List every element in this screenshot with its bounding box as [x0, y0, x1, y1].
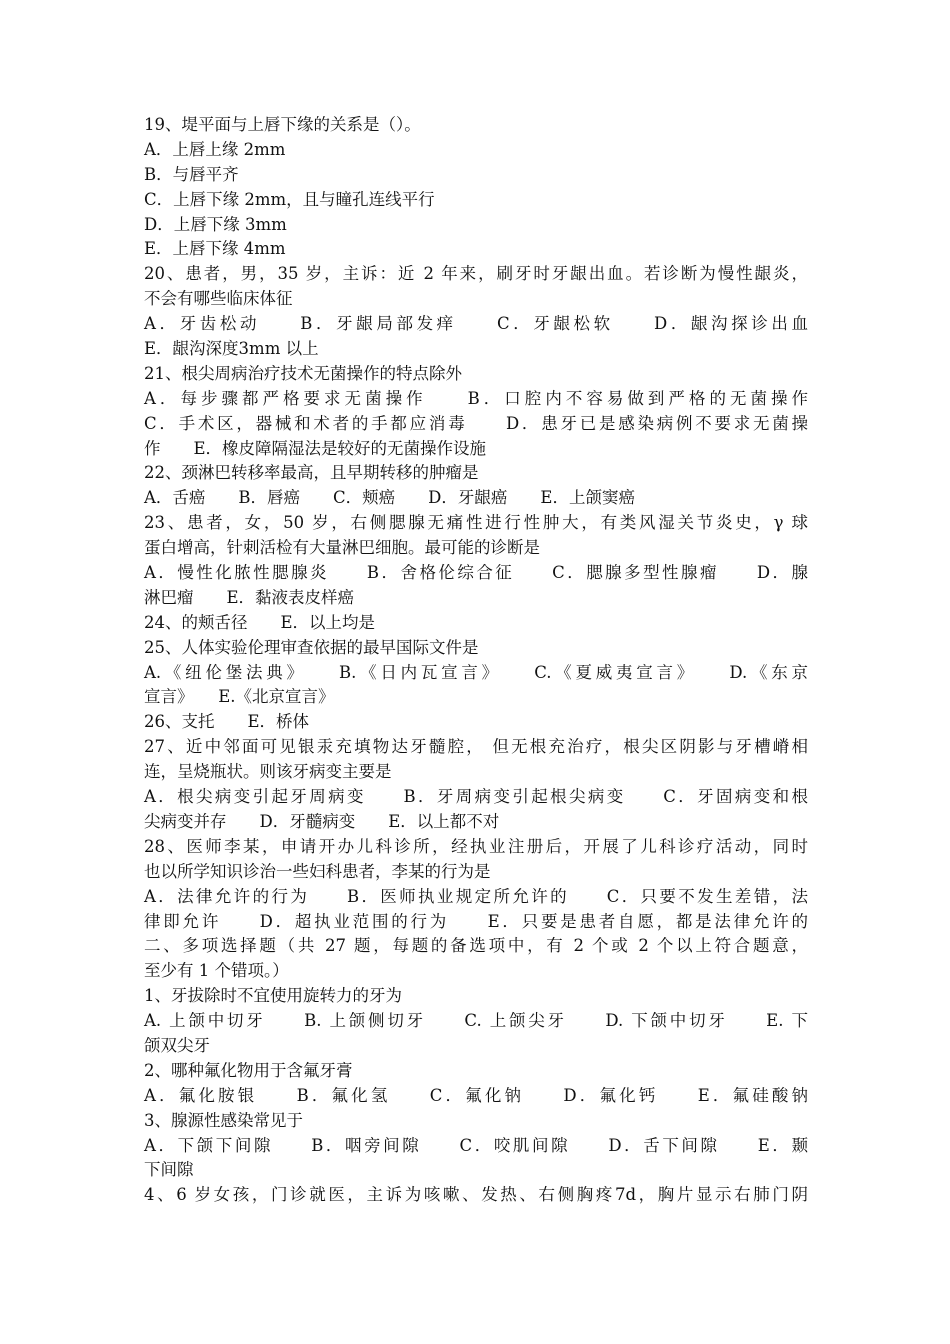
text-line: A．上唇上缘 2mm: [144, 139, 286, 159]
text-line: A．根尖病变引起牙周病变 B．牙周病变引起根尖病变 C．牙固病变和根: [144, 787, 808, 807]
text-line: E．上唇下缘 4mm: [144, 239, 286, 259]
text-line: 尖病变并存 D．牙髓病变 E．以上都不对: [144, 811, 500, 831]
text-line: 二、多项选择题（共 27 题，每题的备选项中，有 2 个或 2 个以上符合题意，: [144, 936, 808, 956]
text-line: 20、患者，男，35 岁，主诉：近 2 年来，刷牙时牙龈出血。若诊断为慢性龈炎，: [144, 264, 808, 284]
text-line: 蛋白增高，针刺活检有大量淋巴细胞。最可能的诊断是: [144, 538, 540, 558]
text-line: 宣言》 E.《北京宣言》: [144, 687, 335, 707]
text-line: A．法律允许的行为 B．医师执业规定所允许的 C．只要不发生差错，法: [144, 886, 808, 906]
text-line: B．与唇平齐: [144, 164, 239, 184]
text-line: 连，呈烧瓶状。则该牙病变主要是: [144, 762, 392, 782]
text-line: 4、6 岁女孩，门诊就医，主诉为咳嗽、发热、右侧胸疼7d，胸片显示右肺门阴: [144, 1185, 808, 1205]
text-line: 21、根尖周病治疗技术无菌操作的特点除外: [144, 363, 462, 383]
text-line: 律即允许 D．超执业范围的行为 E．只要是患者自愿，都是法律允许的: [144, 911, 808, 931]
text-line: A.《纽伦堡法典》 B.《日内瓦宣言》 C.《夏威夷宣言》 D.《东京: [144, 662, 808, 682]
text-line: A．每步骤都严格要求无菌操作 B．口腔内不容易做到严格的无菌操作: [144, 388, 808, 408]
text-line: 1、牙拔除时不宜使用旋转力的牙为: [144, 986, 402, 1006]
text-line: C．手术区，器械和术者的手都应消毒 D．患牙已是感染病例不要求无菌操: [144, 413, 808, 433]
text-line: 也以所学知识诊治一些妇科患者，李某的行为是: [144, 861, 491, 881]
text-line: 19、堤平面与上唇下缘的关系是（）。: [144, 115, 421, 134]
text-line: 作 E．橡皮障隔湿法是较好的无菌操作设施: [144, 438, 487, 458]
text-line: A．氟化胺银 B．氟化氢 C．氟化钠 D．氟化钙 E．氟硅酸钠: [144, 1085, 808, 1105]
text-line: 27、近中邻面可见银汞充填物达牙髓腔， 但无根充治疗，根尖区阴影与牙槽嵴相: [144, 737, 808, 757]
text-line: 26、支托 E．桥体: [144, 712, 310, 732]
text-line: 25、人体实验伦理审查依据的最早国际文件是: [144, 637, 479, 657]
text-line: A．慢性化脓性腮腺炎 B．舍格伦综合征 C．腮腺多型性腺瘤 D．腺: [144, 563, 808, 583]
text-line: 28、医师李某，申请开办儿科诊所，经执业注册后，开展了儿科诊疗活动，同时: [144, 836, 808, 856]
text-line: 2、哪种氟化物用于含氟牙膏: [144, 1060, 353, 1080]
text-line: E．龈沟深度3mm 以上: [144, 339, 319, 359]
text-line: 不会有哪些临床体征: [144, 289, 293, 309]
text-line: 22、颈淋巴转移率最高，且早期转移的肿瘤是: [144, 463, 479, 483]
text-line: A. 上颌中切牙 B. 上颌侧切牙 C. 上颌尖牙 D. 下颌中切牙 E. 下: [144, 1011, 808, 1031]
text-line: 24、的颊舌径 E．以上均是: [144, 612, 376, 632]
text-line: A．下颌下间隙 B．咽旁间隙 C．咬肌间隙 D．舌下间隙 E．颞: [144, 1135, 808, 1155]
text-line: A．舌癌 B．唇癌 C．颊癌 D．牙龈癌 E．上颌窦癌: [144, 488, 635, 508]
text-line: 23、患者，女，50 岁，右侧腮腺无痛性进行性肿大，有类风湿关节炎史，γ 球: [144, 513, 808, 533]
text-line: 3、腺源性感染常见于: [144, 1110, 303, 1130]
text-line: 颌双尖牙: [144, 1035, 210, 1055]
text-line: 至少有 1 个错项。）: [144, 961, 289, 981]
text-line: A．牙齿松动 B．牙龈局部发痒 C．牙龈松软 D．龈沟探诊出血: [144, 314, 808, 334]
text-line: C．上唇下缘 2mm，且与瞳孔连线平行: [144, 189, 435, 209]
text-line: D．上唇下缘 3mm: [144, 214, 287, 234]
text-line: 下间隙: [144, 1160, 194, 1180]
document-page: [144, 113, 808, 1208]
text-line: 淋巴瘤 E．黏液表皮样癌: [144, 587, 355, 607]
